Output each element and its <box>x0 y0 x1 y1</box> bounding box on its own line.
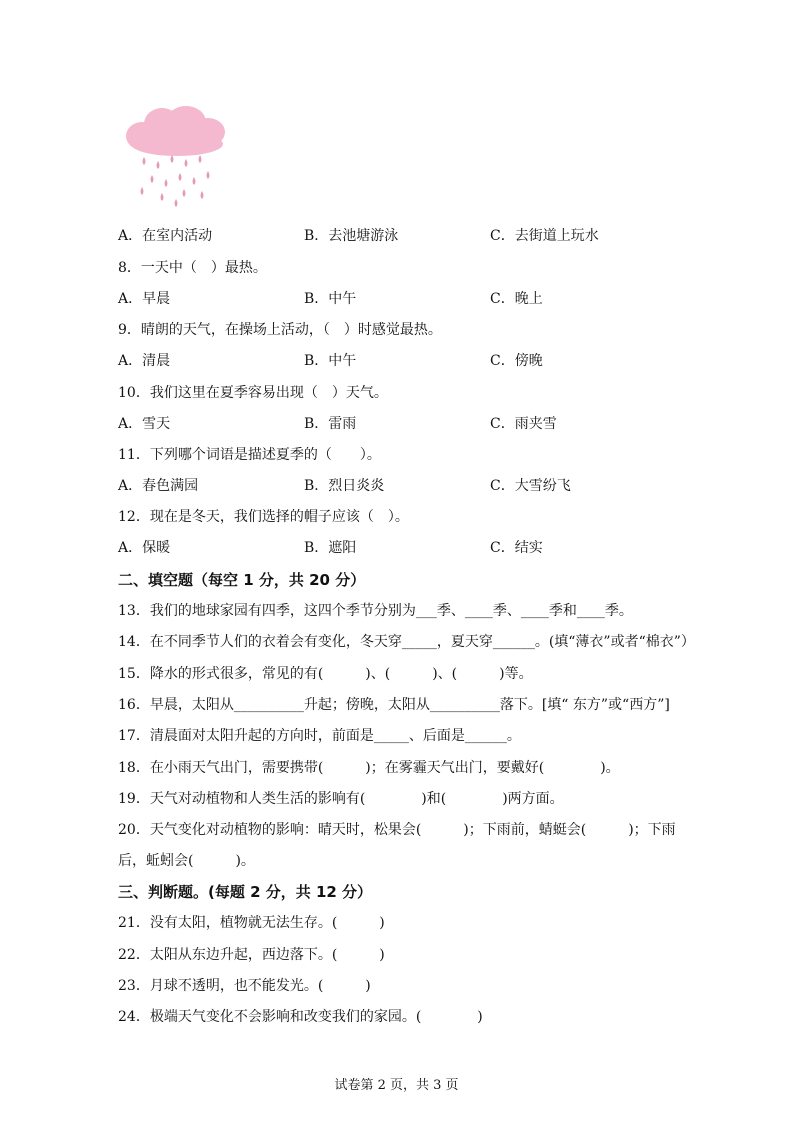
question-15: 15．降水的形式很多，常见的有( )、( )、( )等。 <box>118 666 533 682</box>
question-20-line-2: 后，蚯蚓会( )。 <box>118 853 255 869</box>
section-2-heading: 二、填空题（每空 1 分，共 20 分） <box>118 571 366 589</box>
question-9-options <box>118 351 678 371</box>
question-19: 19．天气对动植物和人类生活的影响有( )和( )两方面。 <box>118 791 564 807</box>
q8-option-b[interactable]: B．中午 <box>304 291 357 307</box>
question-14: 14．在不同季节人们的衣着会有变化，冬天穿_____，夏天穿______。(填“薄衣”或者“棉衣”） <box>118 634 695 650</box>
q8-option-c[interactable]: C．晚上 <box>490 291 543 307</box>
q7-option-c[interactable]: C．去街道上玩水 <box>490 228 599 244</box>
raindrop <box>201 191 204 199</box>
question-9-stem: 9．晴朗的天气，在操场上活动，（ ）时感觉最热。 <box>118 322 442 338</box>
q7-options <box>118 226 678 246</box>
raindrop <box>179 173 182 181</box>
question-8-stem: 8．一天中（ ）最热。 <box>118 260 267 276</box>
raindrop <box>175 199 178 207</box>
question-22: 22．太阳从东边升起，西边落下。( ) <box>118 947 385 963</box>
question-23: 23．月球不透明，也不能发光。( ) <box>118 978 371 994</box>
q10-option-b[interactable]: B．雷雨 <box>304 416 357 432</box>
question-20-line-1: 20．天气变化对动植物的影响：晴天时，松果会( )；下雨前，蜻蜓会( )；下雨 <box>118 822 676 838</box>
question-21: 21．没有太阳，植物就无法生存。( ) <box>118 915 385 931</box>
q11-option-c[interactable]: C．大雪纷飞 <box>490 478 571 494</box>
question-8-options <box>118 289 678 309</box>
q9-option-b[interactable]: B．中午 <box>304 353 357 369</box>
q9-option-a[interactable]: A．清晨 <box>118 353 171 369</box>
q11-option-a[interactable]: A．春色满园 <box>118 478 199 494</box>
question-12-stem: 12．现在是冬天，我们选择的帽子应该（ ）。 <box>118 509 409 525</box>
raindrop <box>183 189 186 197</box>
q11-option-b[interactable]: B．烈日炎炎 <box>304 478 385 494</box>
q12-option-c[interactable]: C．结实 <box>490 540 543 556</box>
section-3-heading: 三、判断题。(每题 2 分，共 12 分） <box>118 883 373 901</box>
raindrops-icon <box>141 155 210 207</box>
raindrop <box>193 177 196 185</box>
question-16: 16．早晨，太阳从__________升起；傍晚，太阳从__________落下。[填“ 东方”或“西方”] <box>118 697 670 713</box>
raindrop <box>141 187 144 195</box>
question-10-options <box>118 414 678 434</box>
question-11-options <box>118 476 678 496</box>
question-24: 24．极端天气变化不会影响和改变我们的家园。( ) <box>118 1009 483 1025</box>
cloud-icon <box>126 106 225 156</box>
q9-option-c[interactable]: C．傍晚 <box>490 353 543 369</box>
raindrop <box>165 179 168 187</box>
q8-option-a[interactable]: A．早晨 <box>118 291 171 307</box>
raindrop <box>143 157 146 165</box>
raindrop <box>185 159 188 167</box>
q7-option-a[interactable]: A．在室内活动 <box>118 228 213 244</box>
question-17: 17．清晨面对太阳升起的方向时，前面是_____、后面是______。 <box>118 728 521 744</box>
raindrop <box>151 175 154 183</box>
rain-cloud-image <box>122 106 230 212</box>
q10-option-c[interactable]: C．雨夹雪 <box>490 416 557 432</box>
q10-option-a[interactable]: A．雪天 <box>118 416 171 432</box>
question-10-stem: 10．我们这里在夏季容易出现（ ）天气。 <box>118 385 388 401</box>
q12-option-a[interactable]: A．保暖 <box>118 540 171 556</box>
q7-option-b[interactable]: B．去池塘游泳 <box>304 228 399 244</box>
question-13: 13．我们的地球家园有四季，这四个季节分别为___季、____季、____季和____季。 <box>118 603 633 619</box>
question-18: 18．在小雨天气出门，需要携带( )；在雾霾天气出门，要戴好( )。 <box>118 760 620 776</box>
raindrop <box>207 171 210 179</box>
q12-option-b[interactable]: B．遮阳 <box>304 540 357 556</box>
raindrop <box>171 155 174 163</box>
question-12-options <box>118 538 678 558</box>
question-11-stem: 11．下列哪个词语是描述夏季的（ ）。 <box>118 447 381 463</box>
raindrop <box>157 161 160 169</box>
raindrop <box>161 193 164 201</box>
page-footer: 试卷第 2 页，共 3 页 <box>334 1078 459 1093</box>
raindrop <box>199 155 202 163</box>
